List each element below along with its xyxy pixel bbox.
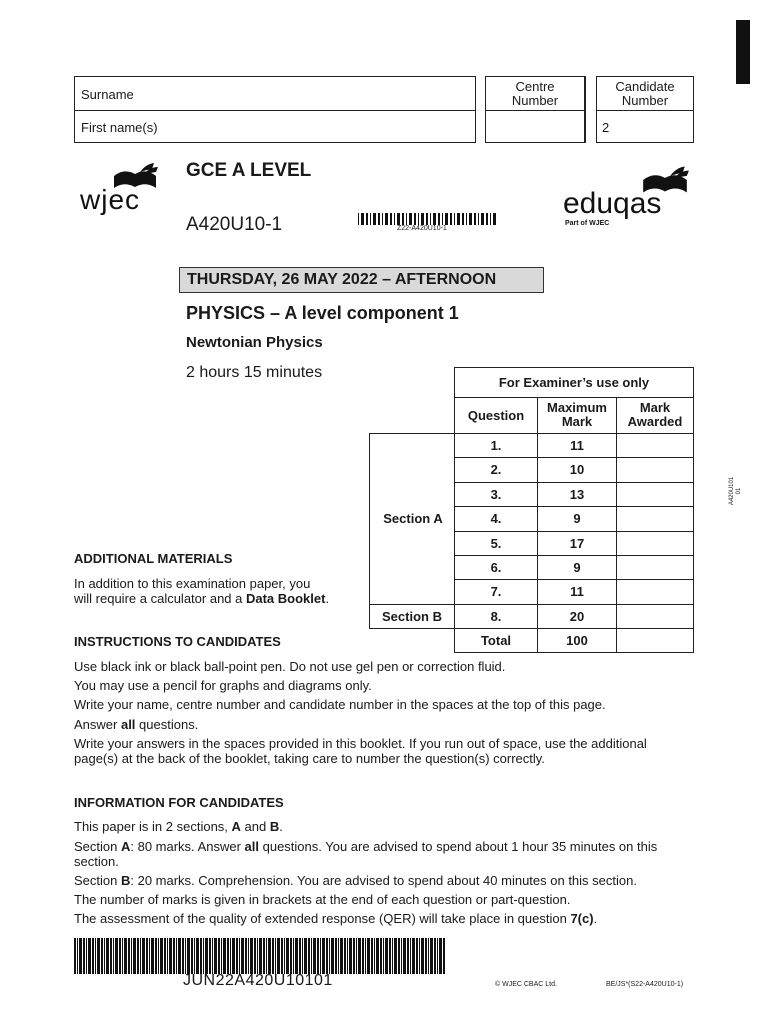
- barcode-bar: [370, 213, 371, 225]
- barcode-bar: [182, 938, 184, 974]
- barcode-bar: [474, 213, 476, 225]
- barcode-bar: [373, 213, 376, 225]
- barcode-bar: [263, 938, 265, 974]
- mark-awarded-cell[interactable]: [616, 457, 694, 483]
- barcode-bar: [402, 213, 404, 225]
- barcode-bar: [425, 938, 427, 974]
- barcode-bar: [284, 938, 285, 974]
- barcode-bar: [221, 938, 222, 974]
- barcode-bar: [462, 213, 464, 225]
- paper-reference: BE/JS*(S22-A420U10-1): [606, 981, 684, 988]
- section-b-cell: [369, 604, 455, 629]
- barcode-bar: [191, 938, 193, 974]
- barcode-bar: [409, 213, 412, 225]
- centre-number-header: [485, 76, 585, 111]
- eduqas-text: eduqas: [563, 187, 662, 220]
- barcode-bar: [313, 938, 316, 974]
- paper-subtitle: Newtonian Physics: [186, 334, 323, 351]
- barcode-bar: [443, 938, 445, 974]
- barcode-bar: [344, 938, 346, 974]
- instruction-line-3: Write your name, centre number and candidate number in the spaces at the top of this page.: [74, 697, 606, 712]
- section-b-label: Section B: [382, 609, 442, 624]
- barcode-bar: [104, 938, 105, 974]
- instruction-line-2: You may use a pencil for graphs and diagrams only.: [74, 678, 372, 693]
- barcode-bar: [77, 938, 78, 974]
- barcode-bar: [418, 213, 419, 225]
- barcode-bar: [196, 938, 199, 974]
- barcode-bar: [259, 938, 262, 974]
- centre-number-shadow: [584, 76, 586, 143]
- barcode-bar: [317, 938, 319, 974]
- barcode-bar: [194, 938, 195, 974]
- question-number-cell-text: 6.: [490, 560, 502, 575]
- barcode-bar: [430, 213, 431, 225]
- barcode-bar: [419, 938, 420, 974]
- barcode-bar: [410, 938, 411, 974]
- maximum-mark-cell: [537, 531, 617, 556]
- barcode-bar: [358, 213, 359, 225]
- barcode-bar: [329, 938, 330, 974]
- examiner-col-awarded: [616, 397, 694, 434]
- barcode-bar: [119, 938, 121, 974]
- barcode-bar: [142, 938, 145, 974]
- candidate-number-label-2: Number: [621, 93, 669, 108]
- mark-awarded-cell[interactable]: [616, 555, 694, 580]
- question-number-cell-text: 4.: [490, 511, 502, 526]
- barcode-bar: [394, 213, 395, 225]
- barcode-bar: [434, 938, 436, 974]
- barcode-bar: [140, 938, 141, 974]
- side-code-line-2: 01: [736, 487, 743, 495]
- barcode-bar: [383, 938, 384, 974]
- barcode-bar: [133, 938, 136, 974]
- question-number-cell: [454, 555, 538, 580]
- barcode-bar: [335, 938, 337, 974]
- first-names-label: First name(s): [81, 120, 158, 135]
- wjec-cbac-logo: [80, 162, 162, 244]
- barcode-bar: [347, 938, 348, 974]
- instr4-c: questions.: [135, 717, 199, 732]
- examiner-col-question: [454, 397, 538, 434]
- barcode-bar: [349, 938, 352, 974]
- question-number-cell: [454, 579, 538, 605]
- surname-label: Surname: [81, 87, 134, 102]
- barcode-bar: [293, 938, 294, 974]
- barcode-bar: [490, 213, 491, 225]
- barcode-bar: [421, 938, 424, 974]
- barcode-bar: [403, 938, 406, 974]
- barcode-bar: [176, 938, 177, 974]
- barcode-bar: [457, 213, 460, 225]
- barcode-bar: [361, 213, 364, 225]
- barcode-bar: [401, 938, 402, 974]
- eduqas-logo: [563, 165, 693, 235]
- info1-d: B: [269, 819, 280, 834]
- barcode-bar: [241, 938, 244, 974]
- barcode-bar: [394, 938, 397, 974]
- barcode-bar: [86, 938, 87, 974]
- paper-id-barcode: [74, 938, 446, 974]
- barcode-bar: [115, 938, 118, 974]
- barcode-bar: [257, 938, 258, 974]
- barcode-bar: [428, 938, 429, 974]
- instr4-a: Answer: [74, 717, 121, 732]
- barcode-bar: [299, 938, 301, 974]
- barcode-bar: [311, 938, 312, 974]
- maximum-mark-cell-text: 9: [573, 511, 581, 526]
- barcode-bar: [149, 938, 150, 974]
- instr4-b: all: [120, 717, 136, 732]
- barcode-bar: [113, 938, 114, 974]
- info-line-5: [74, 911, 694, 926]
- barcode-bar: [97, 938, 100, 974]
- barcode-bar: [320, 938, 321, 974]
- barcode-bar: [433, 213, 436, 225]
- info5-a: The assessment of the quality of extended response (QER) will take place in question: [74, 911, 571, 926]
- maximum-mark-cell: [537, 457, 617, 483]
- exam-duration: 2 hours 15 minutes: [186, 364, 323, 381]
- instructions-heading: INSTRUCTIONS TO CANDIDATES: [74, 634, 281, 649]
- barcode-bar: [178, 938, 181, 974]
- centre-number-label-2: Number: [511, 93, 559, 108]
- maximum-mark-cell-text: 11: [570, 438, 584, 453]
- maximum-mark-cell: [537, 604, 617, 629]
- maximum-mark-cell: [537, 555, 617, 580]
- info2-c: : 80 marks. Answer: [130, 839, 245, 854]
- mark-awarded-cell[interactable]: [616, 433, 694, 458]
- am-data-booklet: Data Booklet: [245, 591, 326, 606]
- barcode-bar: [128, 938, 130, 974]
- barcode-bar: [398, 938, 400, 974]
- info1-b: A: [231, 819, 241, 834]
- surname-field[interactable]: [74, 76, 476, 111]
- maximum-mark-cell-text: 10: [569, 462, 585, 477]
- question-number-cell: [454, 506, 538, 532]
- barcode-bar: [281, 938, 283, 974]
- barcode-bar: [430, 938, 433, 974]
- barcode-bar: [227, 938, 229, 974]
- barcode-bar: [122, 938, 123, 974]
- barcode-bar: [486, 213, 488, 225]
- maximum-mark-cell-text: 20: [569, 609, 585, 624]
- maximum-mark-cell-text: 9: [573, 560, 581, 575]
- question-number-cell: [454, 482, 538, 507]
- barcode-bar: [236, 938, 238, 974]
- question-number-cell: [454, 433, 538, 458]
- question-number-cell-text: 2.: [490, 462, 502, 477]
- info2-d: all: [244, 839, 259, 854]
- subject-title: PHYSICS – A level component 1: [186, 303, 459, 323]
- maximum-mark-cell: [537, 433, 617, 458]
- barcode-bar: [439, 938, 442, 974]
- maximum-mark-cell: [537, 506, 617, 532]
- exam-date-band: [179, 267, 544, 293]
- col-question-label: Question: [467, 408, 525, 423]
- maximum-mark-cell: [537, 579, 617, 605]
- col-awarded-label-1: Mark: [639, 400, 671, 415]
- info2-b: A: [120, 839, 131, 854]
- barcode-bar: [218, 938, 220, 974]
- instruction-line-5: Write your answers in the spaces provided in this booklet. If you run out of space, use the additional page(s) at the back of the booklet, taking care to number the question(s) correctly.: [74, 736, 647, 766]
- barcode-bar: [466, 213, 467, 225]
- info-line-3: [74, 873, 694, 888]
- total-awarded-cell[interactable]: [616, 628, 694, 653]
- barcode-bar: [416, 938, 418, 974]
- barcode-bar: [277, 938, 280, 974]
- side-code: [729, 470, 750, 510]
- first-names-field[interactable]: [74, 110, 476, 143]
- info2-a: Section: [74, 839, 121, 854]
- barcode-bar: [232, 938, 235, 974]
- col-max-label-2: Mark: [561, 414, 593, 429]
- examiner-table-title-text: For Examiner’s use only: [498, 375, 650, 390]
- barcode-bar: [385, 938, 388, 974]
- info-line-2: [74, 839, 694, 869]
- barcode-bar: [340, 938, 343, 974]
- barcode-bar: [392, 938, 393, 974]
- barcode-bar: [92, 938, 94, 974]
- section-a-cell: [369, 433, 455, 605]
- barcode-bar: [167, 938, 168, 974]
- question-number-cell: [454, 531, 538, 556]
- barcode-bar: [414, 213, 416, 225]
- barcode-bar: [209, 938, 211, 974]
- barcode-bar: [173, 938, 175, 974]
- barcode-bar: [358, 938, 361, 974]
- barcode-bar: [442, 213, 443, 225]
- barcode-bar: [469, 213, 472, 225]
- question-number-cell: [454, 604, 538, 629]
- maximum-mark-cell-text: 11: [570, 584, 584, 599]
- maximum-mark-cell-text: 17: [569, 536, 585, 551]
- instruction-line-1: Use black ink or black ball-point pen. Do not use gel pen or correction fluid.: [74, 659, 506, 674]
- section-a-label: Section A: [383, 511, 443, 526]
- barcode-bar: [245, 938, 247, 974]
- maximum-mark-cell-text: 13: [569, 487, 585, 502]
- barcode-bar: [212, 938, 213, 974]
- col-max-label-1: Maximum: [547, 400, 607, 415]
- copyright: © WJEC CBAC Ltd.: [495, 981, 557, 988]
- mark-awarded-cell[interactable]: [616, 506, 694, 532]
- barcode-bar: [385, 213, 388, 225]
- barcode-bar: [445, 213, 448, 225]
- barcode-bar: [356, 938, 357, 974]
- barcode-bar: [88, 938, 91, 974]
- barcode-bar: [438, 213, 440, 225]
- barcode-bar: [164, 938, 166, 974]
- info5-b: 7(c): [570, 911, 594, 926]
- barcode-bar: [378, 213, 380, 225]
- barcode-bar: [203, 938, 204, 974]
- total-label-cell: [454, 628, 538, 653]
- barcode-bar: [254, 938, 256, 974]
- barcode-bar: [326, 938, 328, 974]
- barcode-bar: [437, 938, 438, 974]
- question-number-cell-text: 7.: [490, 584, 502, 599]
- barcode-bar: [353, 938, 355, 974]
- barcode-bar: [158, 938, 159, 974]
- total-max-cell: [537, 628, 617, 653]
- registration-mark: [736, 20, 750, 84]
- barcode-bar: [275, 938, 276, 974]
- barcode-bar: [421, 213, 424, 225]
- barcode-bar: [230, 938, 231, 974]
- info3-b: B: [120, 873, 131, 888]
- mark-awarded-cell[interactable]: [616, 579, 694, 605]
- barcode-bar: [146, 938, 148, 974]
- barcode-bar: [169, 938, 172, 974]
- barcode-bar: [481, 213, 484, 225]
- information-heading: INFORMATION FOR CANDIDATES: [74, 795, 284, 810]
- barcode-bar: [137, 938, 139, 974]
- question-number-cell-text: 8.: [490, 609, 502, 624]
- question-number-cell: [454, 457, 538, 483]
- candidate-number-value: 2: [602, 120, 610, 135]
- barcode-bar: [382, 213, 383, 225]
- paper-code: A420U10-1: [186, 214, 283, 235]
- barcode-bar: [106, 938, 109, 974]
- eduqas-subtitle: Part of WJEC: [565, 220, 610, 227]
- wjec-text: wjec: [80, 184, 141, 215]
- barcode-bar: [367, 938, 370, 974]
- additional-materials-text: [74, 576, 364, 606]
- barcode-bar: [290, 938, 292, 974]
- barcode-bar: [406, 213, 407, 225]
- candidate-number-label-1: Candidate: [615, 79, 675, 94]
- barcode-bar: [397, 213, 400, 225]
- mark-awarded-cell[interactable]: [616, 604, 694, 629]
- barcode-bar: [187, 938, 190, 974]
- examiner-table-title: [454, 367, 694, 398]
- info3-a: Section: [74, 873, 121, 888]
- paper-barcode-text: Z22-A420U10-1: [397, 225, 447, 232]
- barcode-bar: [248, 938, 249, 974]
- barcode-bar: [493, 213, 496, 225]
- barcode-bar: [74, 938, 76, 974]
- barcode-bar: [380, 938, 382, 974]
- mark-awarded-cell[interactable]: [616, 531, 694, 556]
- additional-materials-heading: ADDITIONAL MATERIALS: [74, 551, 233, 566]
- question-number-cell-text: 5.: [490, 536, 502, 551]
- barcode-bar: [205, 938, 208, 974]
- barcode-bar: [95, 938, 96, 974]
- barcode-bar: [374, 938, 375, 974]
- info5-c: .: [593, 911, 598, 926]
- barcode-bar: [250, 938, 253, 974]
- centre-number-field[interactable]: [485, 110, 585, 143]
- barcode-bar: [83, 938, 85, 974]
- col-awarded-label-2: Awarded: [627, 414, 683, 429]
- barcode-bar: [322, 938, 325, 974]
- info1-c: and: [240, 819, 270, 834]
- info1-e: .: [279, 819, 283, 834]
- barcode-bar: [371, 938, 373, 974]
- am-text-end: .: [325, 591, 330, 606]
- barcode-bar: [426, 213, 428, 225]
- barcode-bar: [478, 213, 479, 225]
- barcode-bar: [304, 938, 307, 974]
- side-code-line-1: A420U101: [729, 476, 736, 506]
- question-number-cell-text: 3.: [490, 487, 502, 502]
- barcode-bar: [266, 938, 267, 974]
- barcode-bar: [185, 938, 186, 974]
- maximum-mark-cell: [537, 482, 617, 507]
- centre-number-label-1: Centre: [515, 79, 555, 94]
- barcode-bar: [366, 213, 368, 225]
- barcode-bar: [200, 938, 202, 974]
- qualification-level: GCE A LEVEL: [186, 160, 312, 181]
- barcode-bar: [155, 938, 157, 974]
- additional-materials-line-1: In addition to this examination paper, you: [74, 576, 311, 591]
- total-label: Total: [480, 633, 512, 648]
- barcode-bar: [124, 938, 127, 974]
- instruction-line-4: [74, 717, 694, 732]
- barcode-bar: [214, 938, 217, 974]
- candidate-number-header: [596, 76, 694, 111]
- candidate-number-field[interactable]: [596, 110, 694, 143]
- paper-id-barcode-text: JUN22A420U10101: [183, 972, 333, 989]
- barcode-bar: [79, 938, 82, 974]
- info3-c: : 20 marks. Comprehension. You are advised to spend about 40 minutes on this section.: [130, 873, 637, 888]
- total-value: 100: [566, 633, 588, 648]
- barcode-bar: [151, 938, 154, 974]
- barcode-bar: [365, 938, 366, 974]
- barcode-bar: [362, 938, 364, 974]
- barcode-bar: [389, 938, 391, 974]
- barcode-bar: [110, 938, 112, 974]
- mark-awarded-cell[interactable]: [616, 482, 694, 507]
- barcode-bar: [239, 938, 240, 974]
- additional-materials-line-2: [74, 591, 364, 606]
- barcode-bar: [454, 213, 455, 225]
- barcode-bar: [308, 938, 310, 974]
- barcode-bar: [160, 938, 163, 974]
- question-number-cell-text: 1.: [490, 438, 502, 453]
- barcode-bar: [286, 938, 289, 974]
- am-text-2: will require a calculator and a: [74, 591, 246, 606]
- barcode-bar: [223, 938, 226, 974]
- barcode-bar: [390, 213, 392, 225]
- exam-date: THURSDAY, 26 MAY 2022 – AFTERNOON: [187, 271, 497, 288]
- barcode-bar: [131, 938, 132, 974]
- barcode-bar: [412, 938, 415, 974]
- barcode-bar: [450, 213, 452, 225]
- barcode-bar: [295, 938, 298, 974]
- barcode-bar: [272, 938, 274, 974]
- info1-a: This paper is in 2 sections,: [74, 819, 232, 834]
- info-line-1: [74, 819, 694, 834]
- paper-barcode: [358, 213, 496, 225]
- examiner-col-max: [537, 397, 617, 434]
- barcode-bar: [338, 938, 339, 974]
- barcode-bar: [268, 938, 271, 974]
- barcode-bar: [331, 938, 334, 974]
- barcode-bar: [302, 938, 303, 974]
- barcode-bar: [407, 938, 409, 974]
- barcode-bar: [101, 938, 103, 974]
- barcode-bar: [376, 938, 379, 974]
- info-line-4: The number of marks is given in brackets at the end of each question or part-question.: [74, 892, 571, 907]
- info2-e: questions. You are advised to spend about 1 hour 35 minutes on this section.: [74, 839, 658, 869]
